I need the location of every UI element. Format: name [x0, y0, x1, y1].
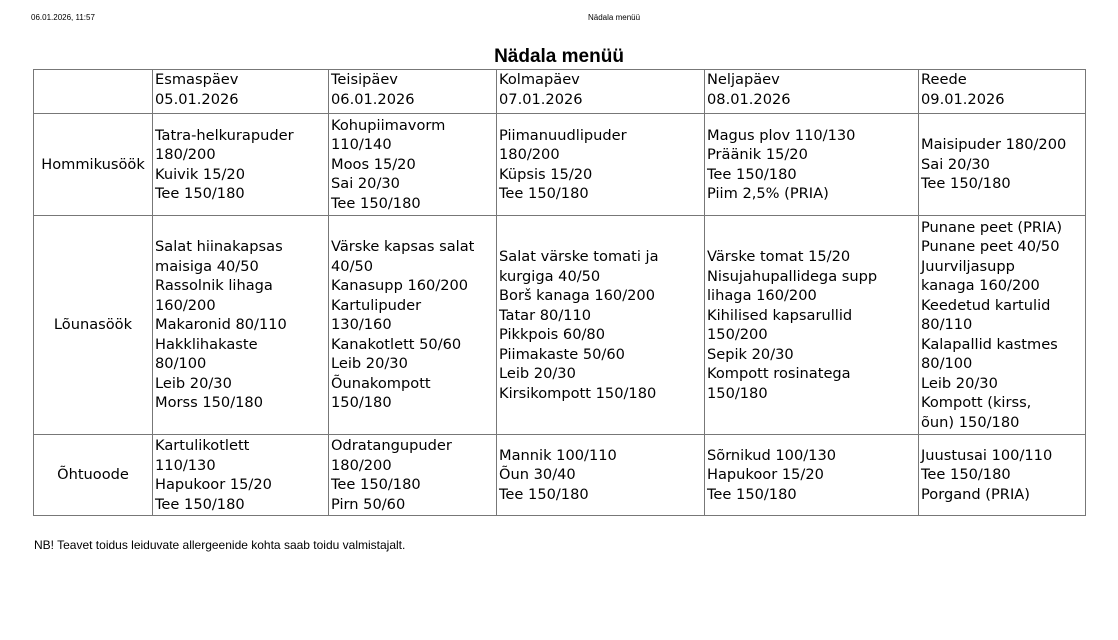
menu-item-line: lihaga 160/200: [707, 287, 817, 304]
menu-item-line: Makaronid 80/110: [155, 316, 287, 334]
menu-item-line: Tee 150/180: [921, 466, 1011, 484]
menu-item-line: 150/180: [707, 384, 768, 402]
menu-item-line: Magus plov 110/130: [707, 126, 856, 144]
menu-item-line: 180/200: [499, 146, 560, 163]
day-header: [705, 70, 919, 114]
day-date: 05.01.2026: [155, 90, 239, 108]
menu-item-line: Hapukoor 15/20: [155, 476, 272, 493]
menu-item-line: Leib 20/30: [331, 355, 408, 373]
meal-row-lunch: [34, 216, 1086, 435]
menu-item-line: Tee 150/180: [331, 476, 421, 493]
menu-item-line: 150/180: [331, 394, 392, 412]
day-name: Kolmapäev: [499, 71, 580, 88]
menu-item-line: Kartulipuder: [331, 296, 422, 314]
menu-item-line: Piim 2,5% (PRIA): [707, 185, 829, 202]
menu-item-line: Mannik 100/110: [499, 446, 617, 464]
menu-item-line: Kompott (kirss,: [921, 394, 1032, 412]
menu-item-line: Kanasupp 160/200: [331, 277, 469, 295]
allergen-note: NB! Teavet toidus leiduvate allergeenide kohta saab toidu valmistajalt.: [34, 538, 406, 552]
day-header: [497, 70, 705, 114]
menu-item-line: Kihilised kapsarullid: [707, 306, 853, 324]
menu-item-line: kanaga 160/200: [921, 277, 1040, 295]
page-title: Nädala menüü: [494, 46, 624, 67]
menu-item-line: 80/100: [921, 355, 973, 373]
menu-item-line: 110/140: [331, 136, 392, 154]
menu-item-line: Leib 20/30: [921, 374, 998, 392]
day-date: 09.01.2026: [921, 90, 1005, 108]
menu-cell: [705, 435, 919, 516]
print-header-title: Nädala menüü: [588, 13, 641, 22]
menu-cell: [497, 435, 705, 516]
day-header: [919, 70, 1086, 114]
menu-item-line: Õun 30/40: [499, 466, 576, 484]
menu-cell: [919, 114, 1086, 216]
menu-item-line: Tee 150/180: [499, 485, 589, 503]
meal-label: Õhtuoode: [34, 435, 153, 516]
menu-cell: [919, 216, 1086, 435]
day-date: 06.01.2026: [331, 90, 415, 108]
menu-cell: [705, 114, 919, 216]
menu-item-line: Rassolnik lihaga: [155, 277, 273, 295]
menu-item-line: Kanakotlett 50/60: [331, 335, 462, 353]
menu-item-line: Piimanuudlipuder: [499, 126, 627, 144]
menu-item-line: Kirsikompott 150/180: [499, 384, 657, 402]
menu-item-line: Sai 20/30: [331, 175, 400, 193]
menu-item-line: Õunakompott: [331, 374, 431, 392]
menu-item-line: 110/130: [155, 456, 216, 474]
menu-cell: [919, 435, 1086, 516]
menu-item-line: Juurviljasupp: [921, 257, 1015, 275]
menu-item-line: Piimakaste 50/60: [499, 345, 625, 363]
menu-item-line: 80/100: [155, 355, 207, 373]
menu-item-line: Tatra-helkurapuder: [155, 126, 294, 144]
menu-item-line: Tee 150/180: [707, 165, 797, 183]
menu-item-line: Salat värske tomati ja: [499, 248, 659, 265]
day-name: Teisipäev: [331, 71, 398, 88]
menu-item-line: Moos 15/20: [331, 155, 416, 173]
menu-cell: [153, 114, 329, 216]
menu-item-line: Keedetud kartulid: [921, 296, 1051, 314]
menu-item-line: 130/160: [331, 316, 392, 334]
menu-item-line: Tee 150/180: [155, 495, 245, 513]
menu-item-line: Hakklihakaste: [155, 335, 258, 353]
menu-item-line: Kuivik 15/20: [155, 165, 245, 183]
menu-item-line: Pikkpois 60/80: [499, 326, 605, 343]
meal-label: Lõunasöök: [34, 216, 153, 435]
day-header: [329, 70, 497, 114]
menu-item-line: maisiga 40/50: [155, 257, 259, 275]
menu-cell: [329, 216, 497, 435]
menu-item-line: 180/200: [331, 456, 392, 474]
menu-item-line: õun) 150/180: [921, 413, 1020, 431]
menu-item-line: kurgiga 40/50: [499, 267, 601, 285]
day-name: Neljapäev: [707, 71, 780, 88]
day-header: [153, 70, 329, 114]
menu-item-line: Juustusai 100/110: [921, 446, 1053, 464]
menu-item-line: 180/200: [155, 146, 216, 163]
day-date: 07.01.2026: [499, 90, 583, 108]
menu-item-line: Kalapallid kastmes: [921, 335, 1058, 353]
menu-item-line: Värske tomat 15/20: [707, 248, 851, 265]
menu-item-line: Värske kapsas salat: [331, 238, 475, 256]
print-date: 06.01.2026, 11:57: [31, 13, 95, 22]
menu-item-line: Küpsis 15/20: [499, 165, 593, 183]
corner-cell: [34, 70, 153, 114]
menu-cell: [329, 435, 497, 516]
meal-label: Hommikusöök: [34, 114, 153, 216]
menu-cell: [705, 216, 919, 435]
day-date: 08.01.2026: [707, 90, 791, 108]
menu-item-line: Kartulikotlett: [155, 437, 250, 454]
menu-item-line: 150/200: [707, 326, 768, 343]
meal-row-breakfast: [34, 114, 1086, 216]
menu-item-line: Leib 20/30: [499, 365, 576, 382]
weekly-menu-table: [33, 69, 1086, 516]
menu-item-line: Punane peet (PRIA): [921, 218, 1063, 236]
menu-item-line: Punane peet 40/50: [921, 238, 1060, 256]
menu-item-line: Porgand (PRIA): [921, 485, 1030, 503]
menu-item-line: Sepik 20/30: [707, 345, 794, 363]
menu-item-line: Tee 150/180: [707, 485, 797, 503]
table-header-row: [34, 70, 1086, 114]
menu-item-line: Salat hiinakapsas: [155, 238, 283, 256]
menu-item-line: Odratangupuder: [331, 437, 452, 454]
menu-item-line: 160/200: [155, 296, 216, 314]
menu-item-line: Sai 20/30: [921, 155, 990, 173]
menu-item-line: Maisipuder 180/200: [921, 136, 1067, 154]
menu-item-line: Borš kanaga 160/200: [499, 287, 655, 304]
menu-item-line: Tee 150/180: [499, 185, 589, 202]
day-name: Reede: [921, 71, 967, 88]
menu-item-line: Sõrnikud 100/130: [707, 446, 837, 464]
meal-row-afternoon-snack: [34, 435, 1086, 516]
menu-cell: [153, 435, 329, 516]
menu-item-line: 40/50: [331, 257, 374, 275]
menu-item-line: Tee 150/180: [155, 185, 245, 202]
day-name: Esmaspäev: [155, 71, 239, 88]
menu-item-line: Hapukoor 15/20: [707, 466, 824, 484]
menu-item-line: Leib 20/30: [155, 374, 232, 392]
menu-item-line: Nisujahupallidega supp: [707, 267, 878, 285]
menu-item-line: Präänik 15/20: [707, 146, 808, 163]
menu-item-line: Tee 150/180: [331, 194, 421, 212]
menu-cell: [497, 114, 705, 216]
menu-item-line: Morss 150/180: [155, 394, 263, 412]
menu-cell: [329, 114, 497, 216]
menu-cell: [153, 216, 329, 435]
menu-item-line: 80/110: [921, 316, 973, 334]
menu-cell: [497, 216, 705, 435]
menu-item-line: Kompott rosinatega: [707, 365, 851, 382]
menu-item-line: Pirn 50/60: [331, 495, 406, 513]
menu-item-line: Tee 150/180: [921, 175, 1011, 193]
menu-item-line: Tatar 80/110: [499, 306, 592, 324]
menu-item-line: Kohupiimavorm: [331, 116, 446, 134]
